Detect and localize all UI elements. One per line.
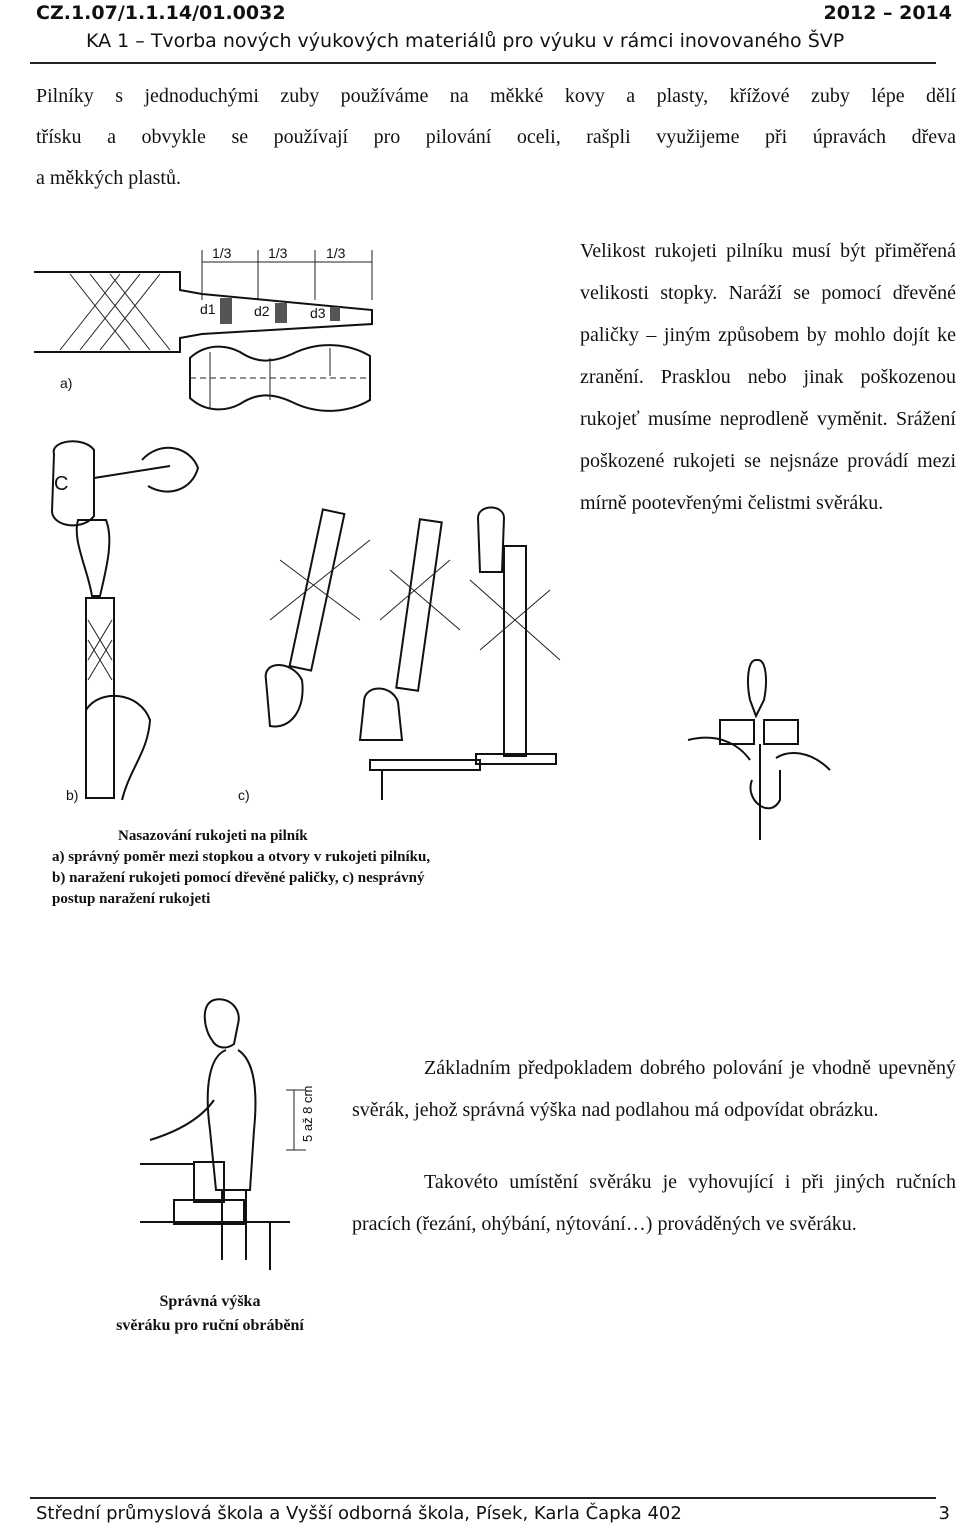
person-drawing — [150, 999, 255, 1260]
header-subtitle: KA 1 – Tvorba nových výukových materiálů pro výuku v rámci inovovaného ŠVP — [86, 30, 845, 52]
intro-line-1: Pilníky s jednoduchými zuby používáme na měkké kovy a plasty, křížové zuby lépe dělí — [36, 85, 956, 107]
figure2-caption-line-2: svěráku pro ruční obrábění — [116, 1317, 304, 1334]
intro-line-2: třísku a obvykle se používají pro pilování oceli, rašpli využijeme při úpravách dřeva — [36, 126, 956, 148]
file-handle-drawing — [190, 345, 370, 411]
thirds-dimension — [202, 245, 372, 300]
label-b: b) — [66, 787, 79, 803]
figure1-caption-line-2: b) naražení rukojeti pomocí dřevěné paličky, c) nesprávný — [52, 870, 425, 886]
incorrect-method-3 — [470, 508, 560, 765]
file-tang-drawing — [34, 272, 372, 352]
third-label-1: 1/3 — [212, 245, 232, 261]
incorrect-method-1 — [266, 509, 370, 726]
footer-rule — [30, 1497, 936, 1499]
intro-line-3: a měkkých plastů. — [36, 167, 181, 189]
label-a: a) — [60, 375, 73, 391]
vise-text — [352, 1047, 956, 1245]
incorrect-method-2 — [360, 519, 480, 800]
page-number: 3 — [938, 1503, 950, 1524]
third-label-2: 1/3 — [268, 245, 288, 261]
height-dimension — [286, 1086, 315, 1150]
figure2-caption — [60, 1290, 360, 1338]
figure1-caption-line-3: postup naražení rukojeti — [52, 891, 211, 907]
file-in-hand-b — [77, 520, 150, 800]
d2-label: d2 — [254, 303, 270, 319]
third-label-3: 1/3 — [326, 245, 346, 261]
label-c: c) — [238, 787, 250, 803]
dimension-label: 5 až 8 cm — [300, 1085, 315, 1142]
mallet-letter: C — [54, 473, 69, 495]
figure1-caption-line-1: a) správný poměr mezi stopkou a otvory v rukojeti pilníku, — [52, 849, 431, 865]
header-rule — [30, 62, 936, 64]
figure1-caption — [52, 826, 522, 910]
vise-height-figure — [130, 990, 330, 1270]
project-years: 2012 – 2014 — [823, 2, 952, 24]
mallet-drawing — [52, 441, 198, 525]
handle-paragraph: Velikost rukojeti pilníku musí být přiměřená velikosti stopky. Naráží se pomocí dřevěné paličky – jiným způsobem by mohlo dojít ke zranění. Prasklou nebo jinak poškozenou rukojeť musíme neprodleně vyměnit. Srážení poškozené rukojeti se nejsnáze provádí mezi mírně pootevřenými čelistmi svěráku. — [580, 240, 956, 514]
file-handle-figure — [30, 240, 570, 830]
figure1-caption-title: Nasazování rukojeti na pilník — [118, 828, 308, 844]
footer-school: Střední průmyslová škola a Vyšší odborná škola, Písek, Karla Čapka 402 — [36, 1503, 682, 1524]
figure2-caption-line-1: Správná výška — [159, 1293, 261, 1310]
vise-jaw-drawing — [680, 650, 830, 850]
d1-label: d1 — [200, 301, 216, 317]
d3-label: d3 — [310, 305, 326, 321]
vise-paragraph-2: Takovéto umístění svěráku je vyhovující i při jiných ručních pracích (řezání, ohýbání, nýtování…) prováděných ve svěráku. — [352, 1171, 956, 1235]
project-code: CZ.1.07/1.1.14/01.0032 — [36, 2, 286, 24]
intro-paragraph — [36, 76, 956, 199]
vise-paragraph-1: Základním předpokladem dobrého polování je vhodně upevněný svěrák, jehož správná výška nad podlahou má odpovídat obrázku. — [352, 1057, 956, 1121]
